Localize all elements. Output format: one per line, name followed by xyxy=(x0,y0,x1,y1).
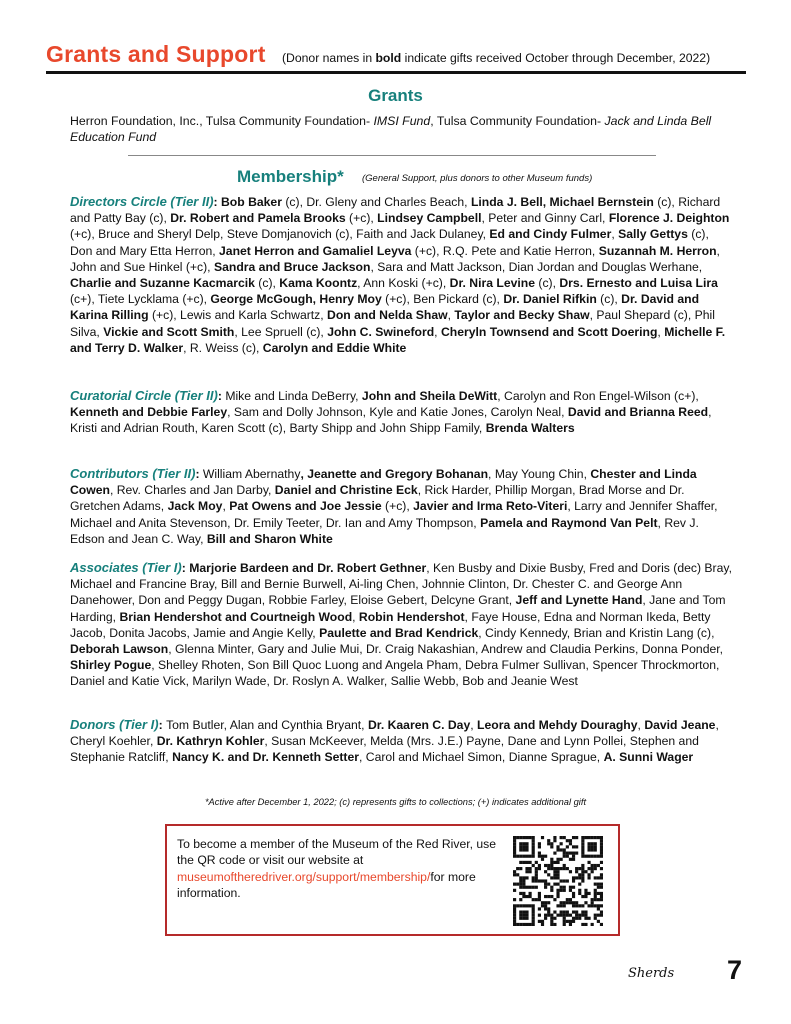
donor-name-bold: Leora and Mehdy Douraghy xyxy=(477,718,638,732)
donor-name-bold: Drs. Ernesto and Luisa Lira xyxy=(559,276,718,291)
tier-curatorial-circle xyxy=(70,388,732,437)
text-run: Tom Butler, Alan and Cynthia Bryant, xyxy=(166,718,368,732)
tier-colon: : xyxy=(181,561,190,575)
donor-name-bold: Paulette and Brad Kendrick xyxy=(319,625,479,640)
donor-name-bold: David and Brianna Reed xyxy=(567,405,709,420)
text-run: , Peter and Ginny Carl, xyxy=(481,211,609,226)
text-run: , Jane and Tom Harding, xyxy=(70,593,726,624)
text-run: (c), xyxy=(254,276,280,291)
donor-name-bold: Chester and Linda Cowen xyxy=(70,467,697,498)
text-run: , Rev J. Edson and Jean C. Way, xyxy=(70,515,699,546)
text-run: , xyxy=(447,308,455,323)
donor-name-bold: Linda J. Bell, Michael Bernstein xyxy=(470,195,654,209)
donor-name-bold: David Jeane xyxy=(644,718,716,732)
donor-name-bold: Dr. David and Karina Rilling xyxy=(70,292,700,323)
text-run: (+c), R.Q. Pete and Katie Herron, xyxy=(411,243,599,258)
tier-associates xyxy=(70,560,732,690)
text-run: , Kristi and Adrian Routh, Karen Scott (c), Barty Shipp and John Shipp Family, xyxy=(70,405,712,436)
donor-name-bold: Lindsey Campbell xyxy=(377,211,482,226)
text-run: , R. Weiss (c), xyxy=(183,340,263,355)
text-run: , Ken Busby and Dixie Busby, Fred and Doris (dec) Bray, Michael and Francine Bray, Bill and Bernie Burwell, Ai-ling Chen, Johnnie Clinton, Dr. Chester C. and George Ann Danehower, Don and Peggy Dugan, Robbie Farley, Eloise Gebert, Delcyne Grant, xyxy=(70,561,732,608)
tier-colon: : xyxy=(217,389,226,403)
text-run: , xyxy=(222,499,230,514)
donor-name-bold: Dr. Daniel Rifkin xyxy=(503,292,597,307)
tier-label: Associates (Tier I) xyxy=(70,560,182,575)
donor-name-bold: Dr. Nira Levine xyxy=(449,276,535,291)
header xyxy=(46,41,746,73)
membership-title: Membership* xyxy=(237,167,344,186)
section-divider xyxy=(128,155,656,156)
donor-name-bold: Sally Gettys xyxy=(618,227,688,242)
donor-name-bold: John C. Swineford xyxy=(327,324,435,339)
text-run: IMSI Fund xyxy=(373,114,431,128)
tier-label: Contributors (Tier II) xyxy=(70,466,196,481)
page-number: 7 xyxy=(727,955,743,985)
callout-text-end: for more information. xyxy=(177,869,476,901)
header-note-post: indicate gifts received October through December, 2022) xyxy=(401,51,711,65)
donor-name-bold: A. Sunni Wager xyxy=(603,750,694,765)
donor-name-bold: Dr. Robert and Pamela Brooks xyxy=(170,211,346,226)
text-run: (+c), Ben Pickard (c), xyxy=(381,292,504,307)
text-run: (+c), xyxy=(381,499,414,514)
tier-label: Directors Circle (Tier II) xyxy=(70,194,214,209)
donor-name-bold: Kama Koontz xyxy=(279,276,358,291)
donor-name-bold: Brian Hendershot and Courtneigh Wood xyxy=(119,609,353,624)
text-run: , xyxy=(637,718,645,732)
text-run: , John and Sue Hinkel (+c), xyxy=(70,243,720,274)
text-run: , Ann Koski (+c), xyxy=(357,276,450,291)
donor-name-bold: Vickie and Scott Smith xyxy=(103,324,235,339)
text-run: , Paul Shepard (c), Phil Silva, xyxy=(70,308,715,339)
donor-name-bold: Carolyn and Eddie White xyxy=(262,340,407,355)
text-run: (+c), Bruce and Sheryl Delp, Steve Domjanovich (c), Faith and Jack Dulaney, xyxy=(70,227,490,242)
text-run: (c), xyxy=(596,292,622,307)
donor-name-bold: Sandra and Bruce Jackson xyxy=(213,259,371,274)
donor-name-bold: Marjorie Bardeen and Dr. Robert Gethner xyxy=(189,561,427,575)
donor-name-bold: George McGough, Henry Moy xyxy=(210,292,382,307)
text-run: , Shelley Rhoten, Son Bill Quoc Luong and Angela Pham, Debra Fulmer Sullivan, Spencer Throckmorton, Daniel and Katie Vick, Marilyn Wade, Dr. Roslyn A. Walker, Sallie Webb, Bob and Jeanie West xyxy=(70,658,720,689)
text-run: (c), Dr. Gleny and Charles Beach, xyxy=(281,195,471,209)
text-run: , Lee Spruell (c), xyxy=(234,324,328,339)
donor-name-bold: Kenneth and Debbie Farley xyxy=(70,405,228,420)
donor-name-bold: Michelle F. and Terry D. Walker xyxy=(70,324,726,355)
tier-contributors xyxy=(70,466,732,547)
text-run: William Abernathy xyxy=(202,467,301,481)
text-run: , xyxy=(434,324,441,339)
donor-name-bold: , Jeanette and Gregory Bohanan xyxy=(300,467,489,481)
text-run: , Glenna Minter, Gary and Julie Mui, Dr. Craig Nakashian, Andrew and Claudia Perkins, Donna Ponder, xyxy=(168,642,724,657)
donor-name-bold: Pamela and Raymond Van Pelt xyxy=(480,515,658,530)
donor-name-bold: Shirley Pogue xyxy=(70,658,152,673)
text-run: Jack and Linda Bell Education Fund xyxy=(70,114,712,144)
text-run: , xyxy=(352,609,359,624)
text-run: Mike and Linda DeBerry, xyxy=(225,389,362,403)
text-run: (+c), xyxy=(345,211,378,226)
donor-name-bold: John and Sheila DeWitt xyxy=(361,389,498,403)
text-run: (c), xyxy=(535,276,560,291)
donor-name-bold: Janet Herron and Gamaliel Leyva xyxy=(219,243,412,258)
header-note-pre: (Donor names in xyxy=(282,51,376,65)
donor-name-bold: Nancy K. and Dr. Kenneth Setter xyxy=(172,750,359,765)
text-run: (+c), Lewis and Karla Schwartz, xyxy=(148,308,328,323)
publication-name: Sherds xyxy=(628,966,675,981)
header-note-bold: bold xyxy=(375,51,402,65)
tier-colon: : xyxy=(213,195,221,209)
donor-name-bold: Bill and Sharon White xyxy=(206,531,333,546)
text-run: , Carol and Michael Simon, Dianne Sprague, xyxy=(359,750,604,765)
donor-name-bold: Don and Nelda Shaw xyxy=(327,308,448,323)
donor-name-bold: Deborah Lawson xyxy=(70,642,169,657)
callout-text xyxy=(177,836,497,902)
donor-name-bold: Suzannah M. Herron xyxy=(598,243,717,258)
text-run: , Faye House, Edna and Norman Ikeda, Betty Jacob, Donita Jacobs, Jamie and Angie Kelly, xyxy=(70,609,711,640)
footnote: *Active after December 1, 2022; (c) represents gifts to collections; (+) indicates additional gift xyxy=(204,797,587,807)
callout-text-intro: To become a member of the Museum of the Red River, use the QR code or visit our website at xyxy=(177,837,497,868)
text-run: , Cindy Kennedy, Brian and Kristin Lang (c), xyxy=(478,625,715,640)
text-run: (c), Richard and Patty Bay (c), xyxy=(70,195,721,226)
text-run: Herron Foundation, Inc., Tulsa Community Foundation- xyxy=(70,114,374,128)
grants-text xyxy=(70,113,730,145)
tier-directors-circle xyxy=(70,194,732,356)
text-run: , Carolyn and Ron Engel-Wilson (c+), xyxy=(497,389,699,403)
tier-label: Curatorial Circle (Tier II) xyxy=(70,388,218,403)
donor-name-bold: Javier and Irma Reto-Viteri xyxy=(413,499,568,514)
text-run: , xyxy=(470,718,478,732)
text-run: , Rev. Charles and Jan Darby, xyxy=(109,483,275,498)
donor-name-bold: Ed and Cindy Fulmer xyxy=(489,227,612,242)
text-run: , Sam and Dolly Johnson, Kyle and Katie Jones, Carolyn Neal, xyxy=(227,405,568,420)
donor-name-bold: Bob Baker xyxy=(221,195,282,209)
text-run: (c+), Tiete Lycklama (+c), xyxy=(70,292,211,307)
donor-name-bold: Dr. Kaaren C. Day xyxy=(367,718,471,732)
text-run: , Larry and Jennifer Shaffer, Michael and Anita Stevenson, Dr. Emily Teeter, Dr. Ian and Amy Thompson, xyxy=(70,499,718,530)
header-rule xyxy=(46,71,746,74)
tier-colon: : xyxy=(158,718,167,732)
qr-code-icon[interactable] xyxy=(513,836,603,926)
text-run: , Susan McKeever, Melda (Mrs. J.E.) Payne, Dane and Lynn Pollei, Stephen and Stephanie Ratcliff, xyxy=(70,734,699,765)
donor-name-bold: Robin Hendershot xyxy=(358,609,465,624)
header-note xyxy=(282,51,710,65)
membership-note: (General Support, plus donors to other Museum funds) xyxy=(362,173,593,184)
text-run: , Tulsa Community Foundation- xyxy=(430,114,605,128)
donor-name-bold: Cheryln Townsend and Scott Doering xyxy=(440,324,658,339)
donor-name-bold: Brenda Walters xyxy=(485,421,575,436)
text-run: , Sara and Matt Jackson, Dian Jordan and Douglas Werhane, xyxy=(370,259,703,274)
text-run: , Rick Harder, Phillip Morgan, Brad Morse and Dr. Gretchen Adams, xyxy=(70,483,685,514)
text-run: (c), Don and Mary Etta Herron, xyxy=(70,227,709,258)
donor-name-bold: Charlie and Suzanne Kacmarcik xyxy=(70,276,255,291)
text-run: , xyxy=(657,324,665,339)
text-run: , May Young Chin, xyxy=(488,467,591,481)
membership-callout xyxy=(165,824,620,936)
donor-name-bold: Dr. Kathryn Kohler xyxy=(156,734,265,749)
page-title: Grants and Support xyxy=(46,41,266,67)
donor-name-bold: Pat Owens and Joe Jessie xyxy=(229,499,382,514)
tier-label: Donors (Tier I) xyxy=(70,717,159,732)
grants-title: Grants xyxy=(368,86,423,105)
donor-name-bold: Jeff and Lynette Hand xyxy=(515,593,643,608)
donor-name-bold: Florence J. Deighton xyxy=(608,211,730,226)
tier-donors xyxy=(70,717,732,766)
text-run: , Cheryl Koehler, xyxy=(70,718,719,749)
tier-colon: : xyxy=(195,467,203,481)
text-run: , xyxy=(611,227,619,242)
donor-name-bold: Taylor and Becky Shaw xyxy=(454,308,590,323)
donor-name-bold: Daniel and Christine Eck xyxy=(274,483,418,498)
membership-link[interactable]: museumoftheredriver.org/support/membership/ xyxy=(177,869,431,884)
donor-name-bold: Jack Moy xyxy=(167,499,223,514)
